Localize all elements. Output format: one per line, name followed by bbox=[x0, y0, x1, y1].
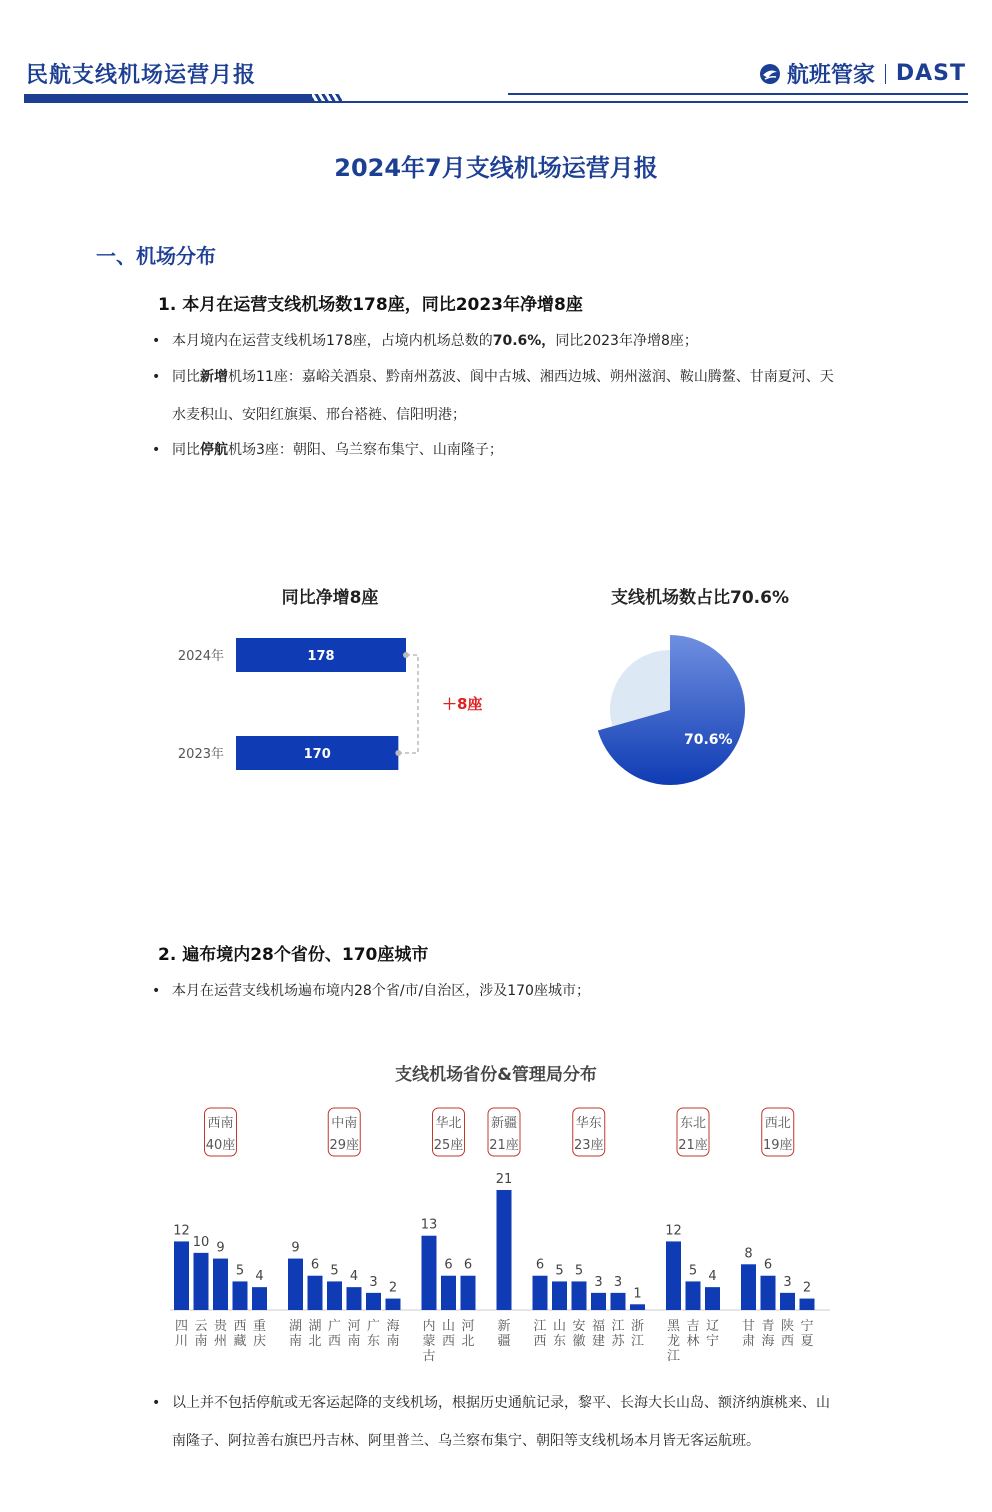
bar-category-label: 南 bbox=[347, 1334, 361, 1349]
brand bbox=[759, 58, 966, 89]
bar-category-label: 浙 bbox=[630, 1319, 645, 1334]
bar-category-label: 江 bbox=[533, 1319, 547, 1334]
bar-category-label: 宁 bbox=[705, 1334, 720, 1349]
bar-value-label: 4 bbox=[708, 1269, 717, 1285]
bar-value-label: 9 bbox=[216, 1240, 225, 1256]
bullet-highlight: 停航 bbox=[200, 442, 228, 458]
bar bbox=[233, 1281, 248, 1310]
bar-category-label: 海 bbox=[761, 1334, 775, 1349]
bar-value-label: 9 bbox=[291, 1240, 300, 1256]
bar-value-label: 4 bbox=[349, 1269, 359, 1285]
bullet-dot: • bbox=[152, 983, 161, 999]
group-count-label: 40座 bbox=[205, 1138, 236, 1153]
brand-separator bbox=[885, 64, 886, 84]
bar-category-label: 河 bbox=[347, 1319, 361, 1334]
bar bbox=[422, 1236, 437, 1310]
connector-dot bbox=[403, 652, 409, 658]
bar-category-label: 庆 bbox=[252, 1334, 267, 1349]
bar-category-label: 辽 bbox=[705, 1319, 720, 1334]
bar-value-label: 12 bbox=[665, 1223, 682, 1239]
bullet-highlight: 70.6%， bbox=[492, 333, 556, 349]
bar-category-label: 福 bbox=[591, 1319, 606, 1334]
bar-value-label: 3 bbox=[594, 1274, 603, 1290]
bar bbox=[194, 1253, 209, 1310]
group-count-label: 29座 bbox=[329, 1138, 360, 1153]
bullet-item bbox=[152, 431, 912, 469]
bar-value-label: 178 bbox=[307, 649, 335, 664]
bar-category-label: 江 bbox=[630, 1334, 645, 1349]
bar-category-label: 古 bbox=[422, 1349, 436, 1364]
group-count-label: 21座 bbox=[678, 1138, 708, 1153]
bullet-text: 机场3座：朝阳、乌兰察布集宁、山南隆子； bbox=[228, 442, 503, 458]
bar-value-label: 5 bbox=[574, 1263, 584, 1279]
bar bbox=[497, 1190, 512, 1310]
bar-category-label: 西 bbox=[233, 1319, 247, 1334]
bar-category-label: 西 bbox=[780, 1334, 795, 1349]
bullet-item bbox=[152, 972, 912, 1010]
bar bbox=[327, 1281, 342, 1310]
bar-category-label: 东 bbox=[366, 1334, 381, 1349]
bar-category-label: 四 bbox=[174, 1319, 189, 1334]
bullet-dot: • bbox=[152, 1395, 161, 1411]
bar-category-label: 甘 bbox=[741, 1319, 756, 1334]
document-title: 2024年7月支线机场运营月报 bbox=[334, 154, 658, 182]
bar-category-label: 南 bbox=[288, 1334, 303, 1349]
bullet-item bbox=[152, 322, 912, 360]
bar-value-label: 6 bbox=[763, 1257, 773, 1273]
bar-value-label: 5 bbox=[555, 1263, 564, 1279]
bar-value-label: 8 bbox=[744, 1246, 753, 1262]
bar bbox=[761, 1276, 776, 1310]
header-divider-right bbox=[508, 93, 968, 95]
bar-category-label: 云 bbox=[194, 1319, 208, 1334]
difference-annotation: ＋8座 bbox=[442, 695, 483, 713]
bar bbox=[780, 1293, 795, 1310]
bar bbox=[630, 1304, 645, 1310]
bar-category-label: 南 bbox=[386, 1334, 400, 1349]
bar bbox=[741, 1264, 756, 1310]
bar-category-label: 安 bbox=[572, 1319, 586, 1334]
bar-category-label: 林 bbox=[686, 1334, 700, 1349]
group-name-label: 东北 bbox=[679, 1116, 707, 1131]
bar bbox=[533, 1276, 548, 1310]
group-name-label: 西北 bbox=[764, 1116, 791, 1131]
group-count-label: 25座 bbox=[433, 1138, 464, 1153]
bullet-item bbox=[152, 358, 912, 434]
bar bbox=[441, 1276, 456, 1310]
group-name-label: 中南 bbox=[331, 1116, 358, 1131]
subsection-1-title: 1. 本月在运营支线机场数178座，同比2023年净增8座 bbox=[158, 295, 583, 315]
bar-category-label: 重 bbox=[252, 1319, 267, 1334]
bar bbox=[800, 1299, 815, 1310]
bar-category-label: 肃 bbox=[741, 1334, 756, 1349]
group-name-label: 西南 bbox=[207, 1116, 234, 1131]
subsection-2-title: 2. 遍布境内28个省份、170座城市 bbox=[158, 945, 429, 965]
bar-category-label: 河 bbox=[461, 1319, 475, 1334]
bar-value-label: 3 bbox=[369, 1274, 378, 1290]
bar-category-label: 徽 bbox=[572, 1334, 586, 1349]
bar-value-label: 13 bbox=[420, 1217, 438, 1233]
bar-category-label: 龙 bbox=[666, 1334, 681, 1349]
bar-value-label: 6 bbox=[535, 1257, 545, 1273]
bar-value-label: 12 bbox=[173, 1223, 190, 1239]
report-header-title: 民航支线机场运营月报 bbox=[26, 63, 257, 88]
brand-english-name: DAST bbox=[895, 61, 966, 86]
bar-category-label: 苏 bbox=[611, 1334, 625, 1349]
bar-category-label: 川 bbox=[174, 1334, 189, 1349]
bar bbox=[611, 1293, 626, 1310]
bar-category-label: 湖 bbox=[308, 1319, 322, 1334]
bar-category-label: 藏 bbox=[233, 1334, 247, 1349]
bar-category-label: 西 bbox=[327, 1334, 342, 1349]
bar bbox=[347, 1287, 362, 1310]
bar bbox=[174, 1241, 189, 1310]
bar-category-label: 北 bbox=[308, 1334, 322, 1349]
bar-category-label: 东 bbox=[552, 1334, 567, 1349]
bullet-dot: • bbox=[152, 369, 161, 385]
bar-category-label: 蒙 bbox=[422, 1334, 436, 1349]
bullet-text: 以上并不包括停航或无客运起降的支线机场，根据历史通航记录，黎平、长海大长山岛、额济纳旗桃来、山 bbox=[172, 1395, 830, 1411]
bar bbox=[591, 1293, 606, 1310]
group-count-label: 21座 bbox=[489, 1138, 519, 1153]
bar bbox=[252, 1287, 267, 1310]
header-divider bbox=[24, 101, 968, 103]
bar bbox=[386, 1299, 401, 1310]
bar-value-label: 5 bbox=[688, 1263, 698, 1279]
bullet-dot: • bbox=[152, 333, 161, 349]
bar-category-label: 江 bbox=[666, 1349, 681, 1364]
bar-category-label: 建 bbox=[591, 1334, 606, 1349]
bar bbox=[686, 1281, 701, 1310]
bar-value-label: 6 bbox=[463, 1257, 473, 1273]
bar-value-label: 2 bbox=[802, 1280, 812, 1296]
bar-category-label: 新 bbox=[497, 1319, 511, 1334]
bullet-text: 同比 bbox=[172, 442, 200, 458]
bar-category-label: 北 bbox=[461, 1334, 475, 1349]
bar-chart-title: 同比净增8座 bbox=[281, 588, 379, 608]
bar-category-label: 海 bbox=[386, 1319, 400, 1334]
bar-category-label: 2024年 bbox=[177, 649, 224, 664]
share-pie-chart bbox=[585, 625, 755, 795]
bullet-text: 机场11座：嘉峪关酒泉、黔南州荔波、阆中古城、湘西边城、朔州滋润、鞍山腾鳌、甘南夏河、天 bbox=[228, 369, 834, 385]
bar-value-label: 170 bbox=[303, 747, 331, 762]
pie-slice-label: 70.6% bbox=[684, 731, 733, 748]
connector-dot bbox=[395, 750, 401, 756]
bar-category-label: 山 bbox=[441, 1319, 456, 1334]
bar-category-label: 吉 bbox=[686, 1319, 700, 1334]
bar-category-label: 湖 bbox=[288, 1319, 303, 1334]
bar-category-label: 内 bbox=[422, 1319, 436, 1334]
bullet-text: 同比2023年净增8座； bbox=[555, 333, 698, 349]
bar-value-label: 2 bbox=[388, 1280, 398, 1296]
pie-chart-title: 支线机场数占比70.6% bbox=[611, 588, 789, 608]
bar-value-label: 6 bbox=[444, 1257, 453, 1273]
bar-category-label: 广 bbox=[327, 1319, 342, 1334]
bar-category-label: 西 bbox=[441, 1334, 456, 1349]
bar-value-label: 3 bbox=[613, 1274, 623, 1290]
brand-logo-icon bbox=[759, 63, 781, 85]
bar-category-label: 青 bbox=[761, 1319, 775, 1334]
bar bbox=[288, 1259, 303, 1310]
bar-value-label: 3 bbox=[783, 1274, 792, 1290]
bullet-text: 水麦积山、安阳红旗渠、邢台褡裢、信阳明港； bbox=[172, 407, 466, 423]
group-name-label: 华北 bbox=[435, 1116, 462, 1131]
bar-category-label: 夏 bbox=[800, 1334, 814, 1349]
bar-value-label: 5 bbox=[235, 1263, 245, 1279]
bar-category-label: 江 bbox=[611, 1319, 625, 1334]
bar bbox=[705, 1287, 720, 1310]
bar-category-label: 黑 bbox=[666, 1319, 681, 1334]
group-count-label: 23座 bbox=[573, 1138, 604, 1153]
group-count-label: 19座 bbox=[762, 1138, 793, 1153]
group-name-label: 华东 bbox=[575, 1116, 602, 1131]
bullet-text: 本月在运营支线机场遍布境内28个省/市/自治区，涉及170座城市； bbox=[172, 983, 590, 999]
bar-value-label: 4 bbox=[255, 1269, 264, 1285]
bar-category-label: 南 bbox=[194, 1334, 208, 1349]
bullet-text: 南隆子、阿拉善右旗巴丹吉林、阿里普兰、乌兰察布集宁、朝阳等支线机场本月皆无客运航班。 bbox=[172, 1433, 760, 1449]
group-name-label: 新疆 bbox=[490, 1116, 518, 1131]
bar-category-label: 陕 bbox=[780, 1319, 795, 1334]
brand-name: 航班管家 bbox=[786, 63, 875, 88]
bar-category-label: 山 bbox=[552, 1319, 567, 1334]
bar-category-label: 贵 bbox=[213, 1319, 228, 1334]
bar bbox=[572, 1281, 587, 1310]
bar-value-label: 6 bbox=[310, 1257, 320, 1273]
bar-category-label: 州 bbox=[213, 1334, 228, 1349]
bar bbox=[213, 1259, 228, 1310]
bar-value-label: 5 bbox=[330, 1263, 339, 1279]
bar bbox=[461, 1276, 476, 1310]
province-distribution-chart bbox=[150, 1100, 850, 1370]
bar-value-label: 10 bbox=[192, 1234, 210, 1250]
bar-category-label: 广 bbox=[366, 1319, 381, 1334]
bar-value-label: 21 bbox=[495, 1172, 513, 1187]
bar-category-label: 宁 bbox=[800, 1319, 814, 1334]
bar-category-label: 2023年 bbox=[177, 747, 224, 762]
bullet-highlight: 新增 bbox=[200, 369, 228, 385]
bullet-text: 本月境内在运营支线机场178座，占境内机场总数的 bbox=[172, 333, 493, 349]
bar bbox=[366, 1293, 381, 1310]
yoy-bar-chart bbox=[160, 620, 500, 790]
bullet-item bbox=[152, 1384, 912, 1460]
bar bbox=[666, 1241, 681, 1310]
province-chart-title: 支线机场省份&管理局分布 bbox=[395, 1065, 597, 1085]
bar-category-label: 西 bbox=[533, 1334, 547, 1349]
section-title: 一、机场分布 bbox=[96, 244, 216, 268]
bar-category-label: 疆 bbox=[497, 1334, 511, 1349]
bullet-text: 同比 bbox=[172, 369, 200, 385]
bar bbox=[308, 1276, 323, 1310]
bar bbox=[552, 1281, 567, 1310]
bullet-dot: • bbox=[152, 442, 161, 458]
bar-value-label: 1 bbox=[633, 1286, 642, 1302]
